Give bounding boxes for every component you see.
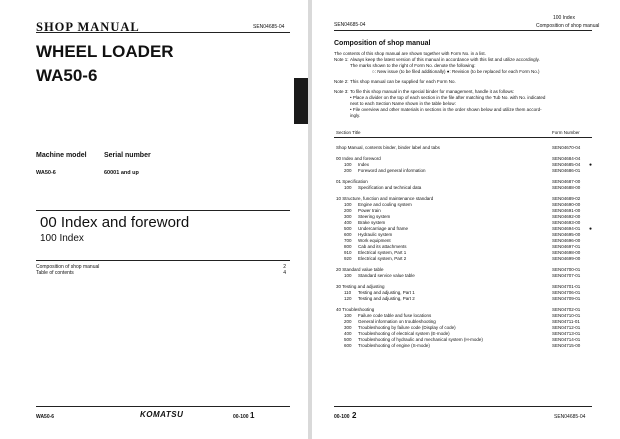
row-title: Brake system: [358, 220, 386, 225]
footer-rule: [36, 406, 290, 407]
row-form-number: SEN04712-01: [552, 325, 581, 330]
row-form-number: SEN04694-01: [552, 226, 581, 231]
row-form-number: SEN04687-00: [552, 179, 581, 184]
row-code: 500: [344, 337, 352, 342]
row-code: 300: [344, 325, 352, 330]
section-tab-marker: [294, 78, 308, 124]
row-title: Troubleshooting of hydraulic and mechanical system (H-mode): [358, 337, 483, 342]
row-code: 110: [344, 290, 352, 295]
machine-model-value: WA50-6: [36, 170, 56, 176]
footer-page-code: 00-100: [334, 414, 350, 420]
note3-line: • Place a divider on the top of each section in the file after matching the Tub No. with No. indicated: [350, 95, 546, 100]
note1-label: Note 1:: [334, 57, 349, 62]
row-form-number: SEN04706-01: [552, 290, 581, 295]
toc-item-page: 2: [283, 264, 286, 270]
section-subtitle: 100 Index: [40, 233, 84, 244]
row-form-number: SEN04696-00: [552, 238, 581, 243]
toc-rule: [36, 260, 290, 261]
column-header-section-title: Section Title: [336, 130, 361, 135]
row-title: Testing and adjusting, Part 1: [358, 290, 415, 295]
table-row[interactable]: [336, 343, 598, 349]
row-title: Troubleshooting of electrical system (E-mode): [358, 331, 450, 336]
row-form-number: SEN04699-00: [552, 256, 581, 261]
row-title: 10 Structure, function and maintenance standard: [336, 196, 434, 201]
machine-model-label: Machine model: [36, 152, 87, 159]
row-title: 30 Testing and adjusting: [336, 284, 385, 289]
table-row[interactable]: [336, 185, 598, 191]
note3-label: Note 3:: [334, 89, 349, 94]
composition-title: Composition of shop manual: [334, 40, 431, 47]
row-code: 700: [344, 238, 352, 243]
revision-mark-icon: ●: [589, 226, 593, 232]
row-title: Testing and adjusting, Part 2: [358, 296, 415, 301]
footer-page-code: 00-100: [233, 414, 249, 420]
revision-mark-icon: ●: [589, 162, 593, 168]
row-form-number: SEN04700-01: [552, 267, 581, 272]
row-code: 400: [344, 331, 352, 336]
row-form-number: SEN04702-01: [552, 307, 581, 312]
note2-text: This shop manual can be supplied for each Form No.: [350, 79, 456, 84]
row-form-number: SEN04701-01: [552, 284, 581, 289]
row-title: Troubleshooting by failure code (Display of code): [358, 325, 456, 330]
header-rule: [334, 30, 592, 31]
row-title: Index: [358, 162, 370, 167]
running-header-section: 100 Index: [553, 15, 575, 21]
row-form-number: SEN04670-04: [552, 145, 581, 150]
manual-title-line2: WA50-6: [36, 66, 98, 85]
row-code: 500: [344, 226, 352, 231]
section-title: 00 Index and foreword: [40, 214, 190, 231]
footer-rule: [334, 406, 592, 407]
toc-item-label: Table of contents: [36, 270, 74, 276]
note2-label: Note 2:: [334, 79, 349, 84]
intro-text: The contents of this shop manual are shown together with Form No. in a list.: [334, 51, 486, 56]
row-title: 01 Specification: [336, 179, 368, 184]
komatsu-logo: KOMATSU: [140, 410, 184, 419]
footer-page-number: 1: [250, 411, 255, 420]
header-rule: [36, 32, 290, 33]
row-form-number: SEN04713-01: [552, 331, 581, 336]
note1-line: Always keep the latest version of this manual in accordance with this list and utilize accordingly.: [350, 57, 540, 62]
row-code: 800: [344, 244, 352, 249]
row-title: Power train: [358, 208, 381, 213]
row-code: 100: [344, 313, 352, 318]
section-rule: [36, 210, 290, 211]
row-form-number: SEN04688-00: [552, 185, 581, 190]
row-code: 100: [344, 202, 352, 207]
row-code: 600: [344, 343, 352, 348]
row-form-number: SEN04710-01: [552, 313, 581, 318]
note3-line: To file this shop manual in the special binder for management, handle it as follows:: [350, 89, 515, 94]
manual-title-line1: WHEEL LOADER: [36, 42, 174, 61]
row-title: Troubleshooting of engine (S-mode): [358, 343, 430, 348]
row-code: 400: [344, 220, 352, 225]
left-page: [0, 0, 308, 439]
row-form-number: SEN04690-00: [552, 202, 581, 207]
doc-number: SEN04685-04: [334, 22, 366, 28]
row-code: 100: [344, 162, 352, 167]
row-title: Engine and cooling system: [358, 202, 412, 207]
table-header-rule: [334, 137, 592, 138]
row-title: Electrical system, Part 1: [358, 250, 407, 255]
note1-line: The marks shown to the right of Form No. denote the following:: [350, 63, 476, 68]
row-title: 00 Index and foreword: [336, 156, 381, 161]
note3-line: ingly.: [350, 113, 361, 118]
row-title: Cab and its attachments: [358, 244, 407, 249]
row-form-number: SEN04693-00: [552, 220, 581, 225]
row-code: 200: [344, 168, 352, 173]
row-form-number: SEN04692-00: [552, 214, 581, 219]
row-form-number: SEN04686-01: [552, 168, 581, 173]
table-row[interactable]: [336, 145, 598, 151]
row-code: 300: [344, 214, 352, 219]
row-code: 920: [344, 256, 352, 261]
row-form-number: SEN04689-02: [552, 196, 581, 201]
toc-item-page: 4: [283, 270, 286, 276]
note1-marks: ○: New issue (to be filed additionally) ●: Revision (to be replaced for each Form No.): [372, 69, 540, 74]
row-form-number: SEN04698-00: [552, 250, 581, 255]
row-title: Failure code table and fuse locations: [358, 313, 432, 318]
row-form-number: SEN04684-04: [552, 156, 581, 161]
row-form-number: SEN04691-00: [552, 208, 581, 213]
row-title: 20 Standard value table: [336, 267, 384, 272]
footer-page-number: 2: [352, 411, 357, 420]
row-form-number: SEN04714-01: [552, 337, 581, 342]
row-title: Steering system: [358, 214, 391, 219]
row-title: Shop Manual, contents binder, binder label and tabs: [336, 145, 440, 150]
table-row[interactable]: [336, 256, 598, 262]
row-code: 100: [344, 185, 352, 190]
row-title: 40 Troubleshooting: [336, 307, 375, 312]
toc-item-label: Composition of shop manual: [36, 264, 100, 270]
row-title: Electrical system, Part 2: [358, 256, 407, 261]
note3-line: next to each Section Name shown in the table below:: [350, 101, 456, 106]
row-form-number: SEN04685-04: [552, 162, 581, 167]
row-title: Work equipment: [358, 238, 391, 243]
running-header-topic: Composition of shop manual: [536, 23, 600, 29]
row-code: 200: [344, 319, 352, 324]
row-code: 600: [344, 232, 352, 237]
row-title: General information on troubleshooting: [358, 319, 436, 324]
row-form-number: SEN04715-00: [552, 343, 581, 348]
table-row[interactable]: [336, 168, 598, 174]
serial-number-label: Serial number: [104, 152, 151, 159]
row-code: 100: [344, 273, 352, 278]
row-code: 200: [344, 208, 352, 213]
row-title: Standard service value table: [358, 273, 415, 278]
brand-title: SHOP MANUAL: [36, 20, 140, 34]
row-code: 910: [344, 250, 352, 255]
serial-number-value: 60001 and up: [104, 170, 139, 176]
row-code: 120: [344, 296, 352, 301]
row-title: Specification and technical data: [358, 185, 422, 190]
footer-model: WA50-6: [36, 414, 55, 420]
row-form-number: SEN04697-01: [552, 244, 581, 249]
row-title: Foreword and general information: [358, 168, 426, 173]
row-title: Undercarriage and frame: [358, 226, 409, 231]
row-form-number: SEN04695-00: [552, 232, 581, 237]
row-form-number: SEN04707-01: [552, 273, 581, 278]
footer-doc-number: SEN04685-04: [554, 414, 586, 420]
row-form-number: SEN04709-01: [552, 296, 581, 301]
row-form-number: SEN04711-01: [552, 319, 580, 324]
table-row[interactable]: [336, 273, 598, 279]
table-row[interactable]: [336, 296, 598, 302]
doc-number: SEN04685-04: [253, 24, 285, 30]
row-title: Hydraulic system: [358, 232, 393, 237]
right-page: [312, 0, 620, 439]
note3-line: • File overview and other materials in sections in the order shown below and utilize them accord-: [350, 107, 542, 112]
column-header-form-number: Form Number: [552, 130, 580, 135]
